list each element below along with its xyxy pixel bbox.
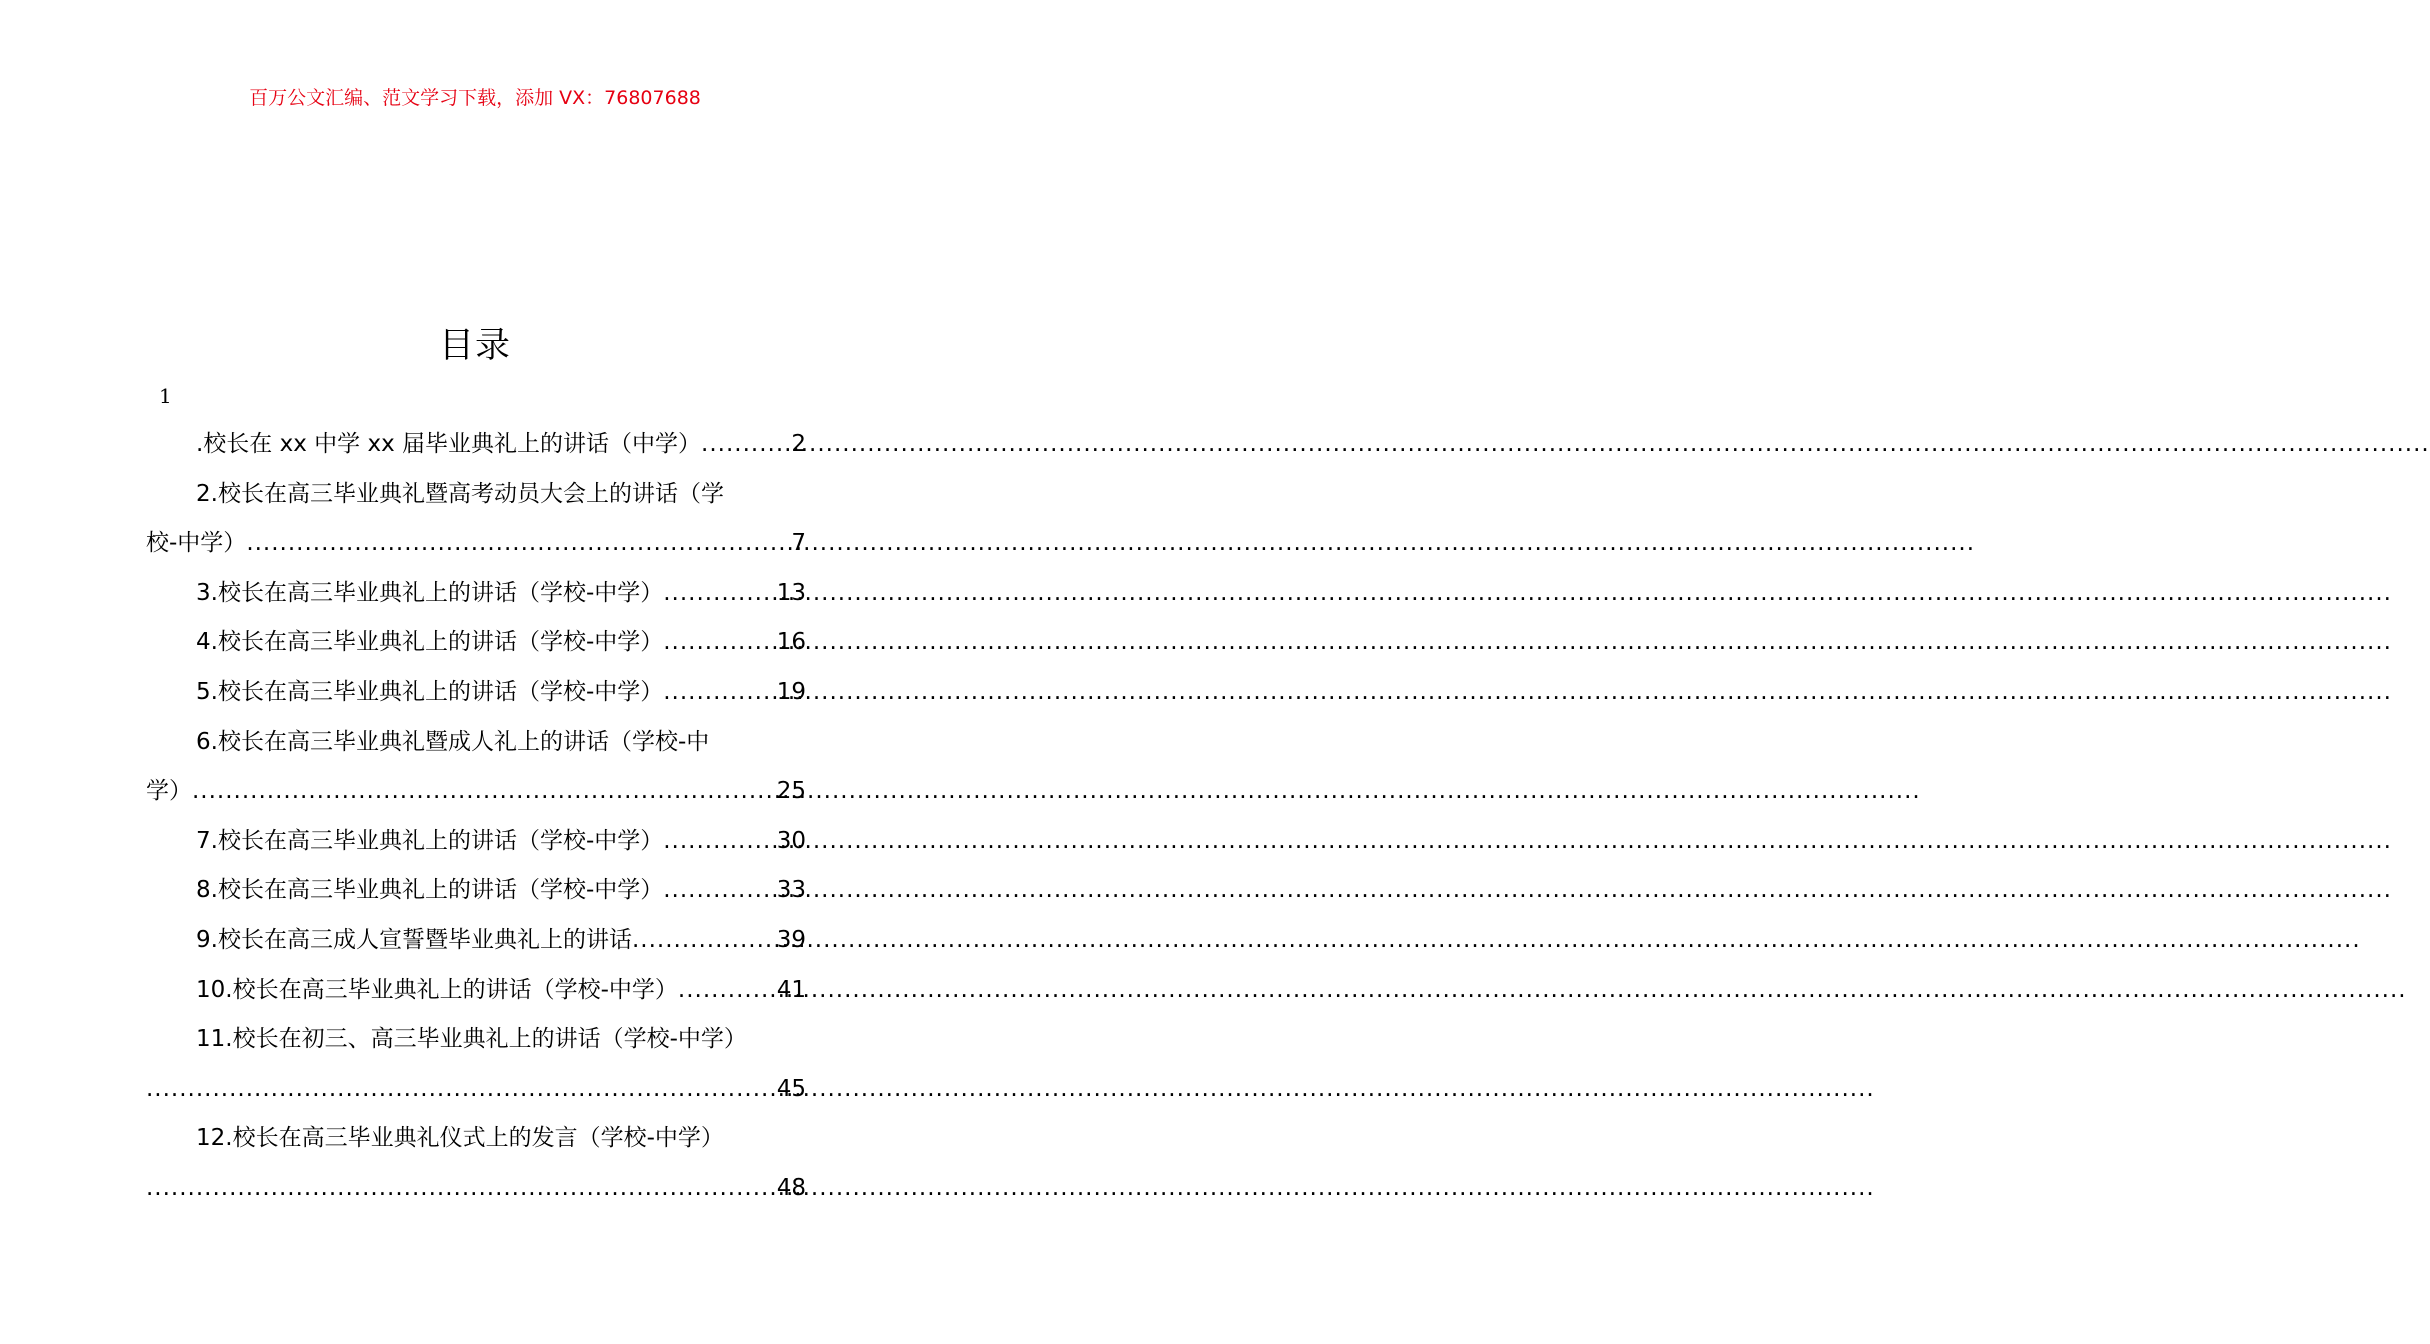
toc-entry[interactable] — [146, 866, 806, 916]
watermark-note: 百万公文汇编、范文学习下载，添加 VX：76807688 — [249, 87, 701, 109]
toc-entry-title: 12.校长在高三毕业典礼仪式上的发言（学校-中学） — [196, 1125, 724, 1152]
toc-entry-page: 33 — [776, 877, 806, 904]
dot-leader — [246, 519, 789, 569]
toc-title: 目录 — [438, 326, 511, 366]
toc-entry-title-continued: 校-中学） — [146, 530, 247, 557]
toc-entry[interactable] — [146, 916, 806, 966]
toc-entry-title: 4.校长在高三毕业典礼上的讲话（学校-中学） — [196, 629, 664, 656]
toc-entry-page: 39 — [776, 926, 806, 953]
toc-entry-page: 45 — [776, 1075, 806, 1102]
dot-leader — [192, 767, 775, 817]
toc-entry-title: 6.校长在高三毕业典礼暨成人礼上的讲话（学校-中 — [196, 728, 710, 755]
dot-leader — [663, 569, 774, 619]
dot-leader — [678, 966, 775, 1016]
toc-entry-page: 19 — [776, 678, 806, 705]
toc-entry-page: 41 — [776, 976, 806, 1003]
toc-entry[interactable] — [146, 817, 806, 867]
toc-entry-title: 7.校长在高三毕业典礼上的讲话（学校-中学） — [196, 827, 664, 854]
dot-leader — [146, 1065, 775, 1115]
toc-entry[interactable] — [146, 668, 806, 718]
toc-entry-page: 7 — [791, 530, 806, 557]
toc-entry-page: 25 — [776, 778, 806, 805]
toc-entry-title: .校长在 xx 中学 xx 届毕业典礼上的讲话（中学） — [196, 431, 702, 457]
dot-leader — [663, 817, 774, 867]
table-of-contents — [146, 420, 806, 1214]
dot-leader — [663, 618, 774, 668]
toc-entry-title: 2.校长在高三毕业典礼暨高考动员大会上的讲话（学 — [196, 480, 724, 507]
toc-entry-page: 2 — [791, 431, 806, 457]
toc-entry-title: 5.校长在高三毕业典礼上的讲话（学校-中学） — [196, 678, 664, 705]
dot-leader — [632, 916, 775, 966]
toc-entry-title: 10.校长在高三毕业典礼上的讲话（学校-中学） — [196, 976, 678, 1003]
toc-entry-title: 8.校长在高三毕业典礼上的讲话（学校-中学） — [196, 877, 664, 904]
toc-entry[interactable] — [146, 420, 806, 470]
toc-entry[interactable] — [146, 966, 806, 1016]
toc-entry[interactable] — [146, 470, 806, 569]
toc-entry-title-continued: 学） — [146, 778, 192, 805]
dot-leader — [701, 420, 789, 470]
dot-leader — [663, 866, 774, 916]
toc-entry-page: 30 — [776, 827, 806, 854]
toc-entry-title: 3.校长在高三毕业典礼上的讲话（学校-中学） — [196, 579, 664, 606]
toc-entry[interactable] — [146, 569, 806, 619]
toc-entry-page: 16 — [776, 629, 806, 656]
toc-entry-page: 48 — [776, 1174, 806, 1201]
toc-entry-title: 11.校长在初三、高三毕业典礼上的讲话（学校-中学） — [196, 1026, 747, 1053]
dot-leader — [146, 1164, 775, 1214]
dot-leader — [663, 668, 774, 718]
page-marker: 1 — [159, 384, 172, 408]
toc-entry-title: 9.校长在高三成人宣誓暨毕业典礼上的讲话 — [196, 926, 632, 953]
toc-entry[interactable] — [146, 718, 806, 817]
toc-entry[interactable] — [146, 1114, 806, 1213]
toc-entry[interactable] — [146, 618, 806, 668]
toc-entry[interactable] — [146, 1015, 806, 1114]
toc-entry-page: 13 — [776, 579, 806, 606]
